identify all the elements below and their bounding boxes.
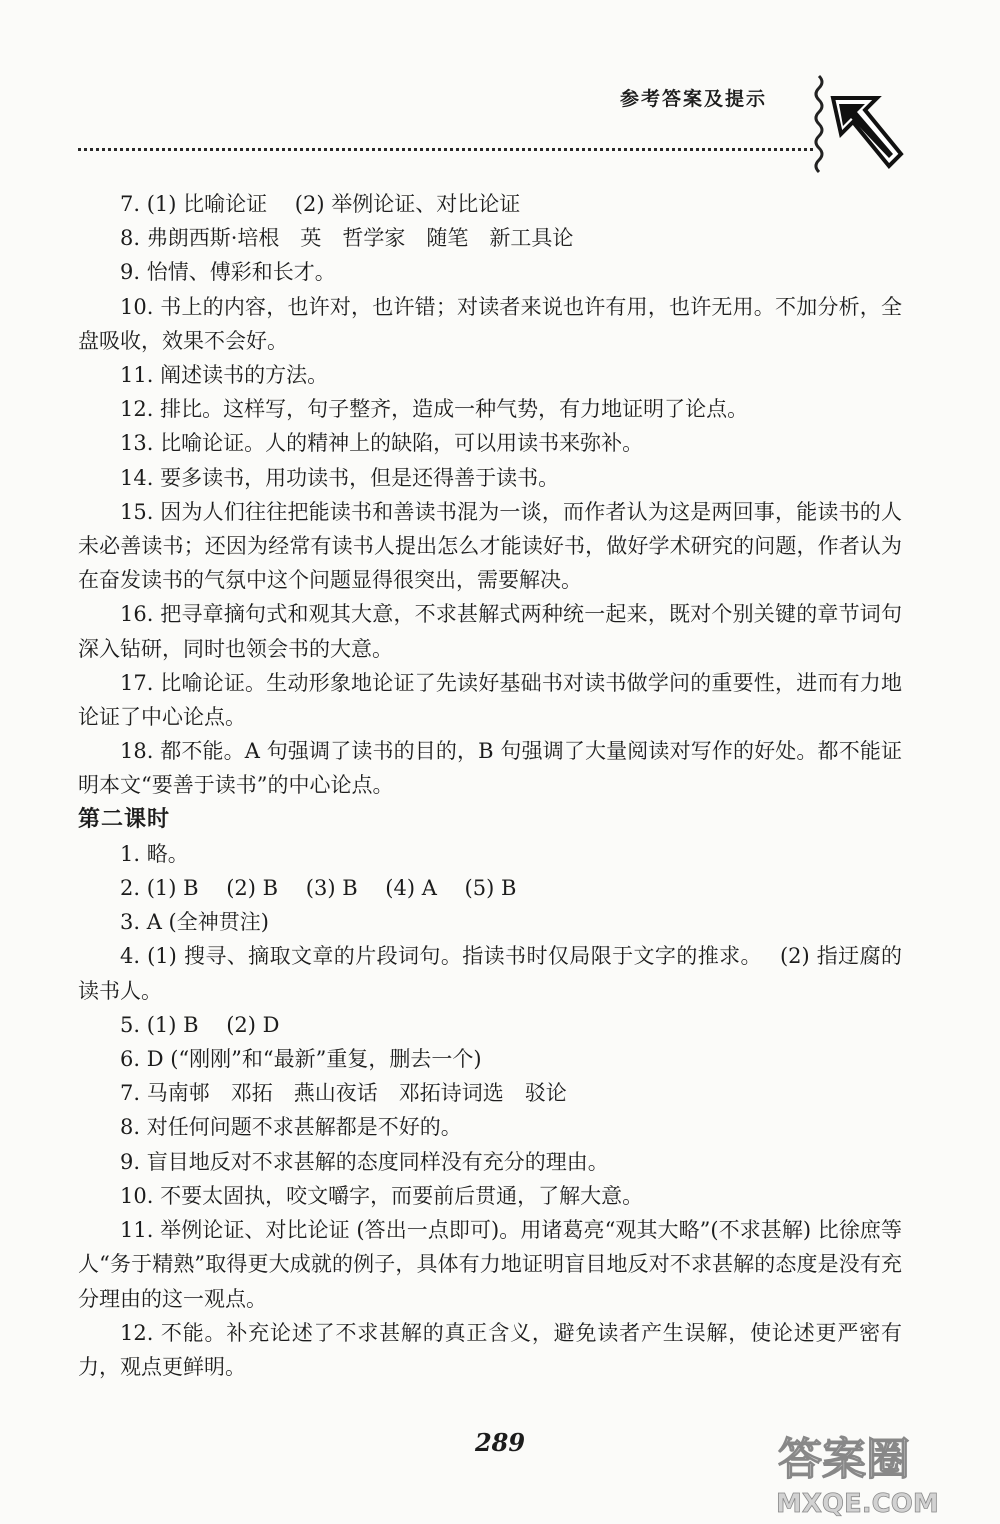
answer-content xyxy=(78,187,902,1384)
page-number: 289 xyxy=(474,1428,526,1457)
dotted-divider xyxy=(78,148,813,151)
svg-text:MXQE.COM: MXQE.COM xyxy=(776,1489,939,1519)
answer-item: 9. 怡情、傅彩和长才。 xyxy=(120,260,336,285)
answer-item: 11. 举例论证、对比论证 (答出一点即可)。用诸葛亮“观其大略”(不求甚解) 比徐庶等人“务于精熟”取得更大成就的例子，具体有力地证明盲目地反对不求甚解的态度是没有充分理由的这一观点。 xyxy=(78,1218,902,1311)
answer-item: 6. D (“刚刚”和“最新”重复，删去一个) xyxy=(120,1047,482,1072)
answer-item: 13. 比喻论证。人的精神上的缺陷，可以用读书来弥补。 xyxy=(120,431,644,456)
answer-item: 12. 排比。这样写，句子整齐，造成一种气势，有力地证明了论点。 xyxy=(120,397,749,422)
answer-item: 8. 对任何问题不求甚解都是不好的。 xyxy=(120,1115,462,1140)
answer-item: 10. 书上的内容，也许对，也许错；对读者来说也许有用，也许无用。不加分析，全盘吸收，效果不会好。 xyxy=(78,294,902,353)
answer-item: 7. (1) 比喻论证 (2) 举例论证、对比论证 xyxy=(120,192,521,216)
answer-item: 2. (1) B (2) B (3) B (4) A (5) B xyxy=(120,876,517,901)
answer-item: 9. 盲目地反对不求甚解的态度同样没有充分的理由。 xyxy=(120,1149,609,1174)
answer-item: 5. (1) B (2) D xyxy=(120,1012,280,1037)
answer-item: 17. 比喻论证。生动形象地论证了先读好基础书对读书做学问的重要性，进而有力地论证了中心论点。 xyxy=(78,670,902,730)
answer-item: 1. 略。 xyxy=(120,841,189,866)
answer-item: 8. 弗朗西斯·培根 英 哲学家 随笔 新工具论 xyxy=(120,226,574,251)
answer-item: 16. 把寻章摘句式和观其大意，不求甚解式两种统一起来，既对个别关键的章节词句深入钻研，同时也领会书的大意。 xyxy=(78,602,902,661)
answer-item: 14. 要多读书，用功读书，但是还得善于读书。 xyxy=(120,465,560,490)
answer-item: 3. A (全神贯注) xyxy=(120,910,269,935)
answer-item: 15. 因为人们往往把能读书和善读书混为一谈，而作者认为这是两回事，能读书的人未必善读书；还因为经常有读书人提出怎么才能读好书，做好学术研究的问题，作者认为在奋发读书的气氛中这个问题显得很突出，需要解决。 xyxy=(78,499,902,593)
section-title: 第二课时 xyxy=(78,806,171,832)
watermark-logo xyxy=(770,1424,992,1520)
answer-item: 11. 阐述读书的方法。 xyxy=(120,363,329,388)
answer-item: 12. 不能。补充论述了不求甚解的真正含义，避免读者产生误解，使论述更严密有力，观点更鲜明。 xyxy=(78,1320,902,1379)
header-title: 参考答案及提示 xyxy=(620,88,768,110)
svg-text:答案圈: 答案圈 xyxy=(778,1434,910,1485)
answer-item: 18. 都不能。A 句强调了读书的目的，B 句强调了大量阅读对写作的好处。都不能证明本文“要善于读书”的中心论点。 xyxy=(78,739,902,798)
answer-item: 10. 不要太固执，咬文嚼字，而要前后贯通，了解大意。 xyxy=(120,1183,644,1208)
answer-item: 4. (1) 搜寻、摘取文章的片段词句。指读书时仅局限于文字的推求。 (2) 指迂腐的读书人。 xyxy=(78,944,902,1003)
answer-item: 7. 马南邨 邓拓 燕山夜话 邓拓诗词选 驳论 xyxy=(120,1081,567,1106)
arrow-icon xyxy=(805,70,905,180)
